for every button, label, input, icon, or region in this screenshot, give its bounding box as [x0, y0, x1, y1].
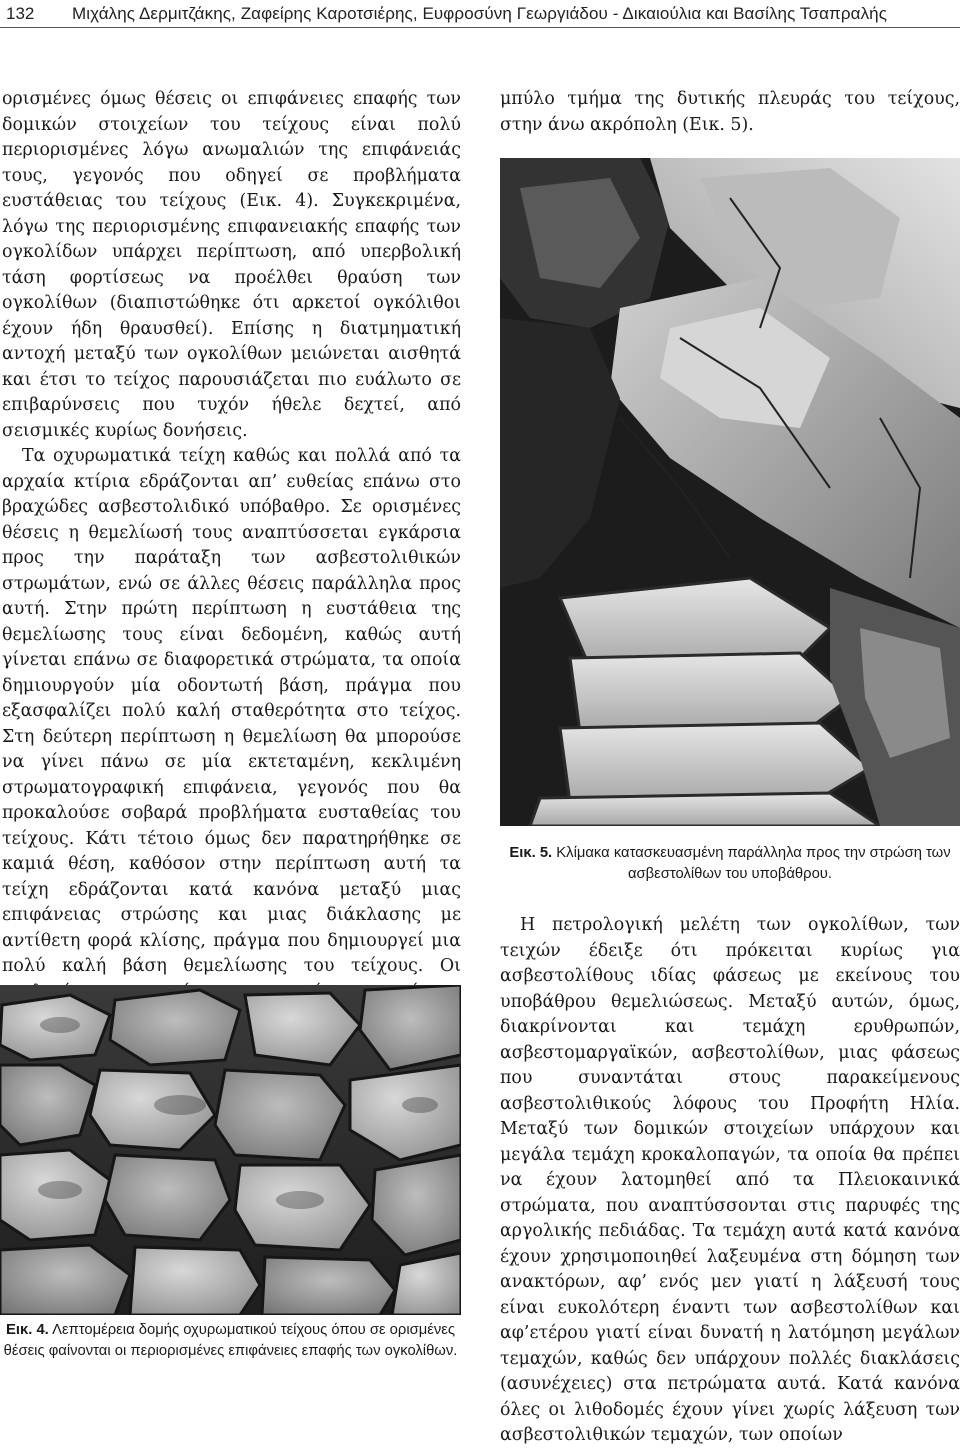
figure-5-photo: [500, 158, 960, 826]
header-authors: Μιχάλης Δερμιτζάκης, Ζαφείρης Καροτσιέρης, Ευφροσύνη Γεωργιάδου - Δικαιούλια και Βασίλης Τσαπραλής: [72, 4, 888, 23]
figure-4-caption: [0, 1320, 461, 1362]
rock-stairway-image: [500, 158, 960, 826]
figure-5-caption-text: Κλίμακα κατασκευασμένη παράλληλα προς την στρώση των ασβεστολίθων του υποβάθρου.: [556, 845, 951, 882]
right-column-top: [500, 87, 960, 138]
right-column-bottom: [500, 913, 960, 1449]
paragraph: Η πετρολογική μελέτη των ογκολίθων, των τειχών έδειξε ότι πρόκειται κυρίως για ασβεστολίθους ιδίας φάσεως με εκείνους του υποβάθρου θεμελιώσεως. Μεταξύ αυτών, όμως, διακρίνονται και τεμάχη ερυθρωπών, ασβεστομαργαϊκών, ασβεστολίθων, μιας φάσεως που συναντάται στους παρακείμενους ασβεστολιθικούς λόφους του Προφήτη Ηλία. Μεταξύ των δομικών στοιχείων υπάρχουν και μεγάλα τεμάχη κροκαλοπαγών, τα οποία θα πρέπει να έχουν λατομηθεί από τα Πλειοκαινικά στρώματα, που αναπτύσσονται στις παρυφές της αργολικής πεδιάδας. Τα τεμάχη αυτά κατά κανόνα έχουν χρησιμοποιηθεί λαξευμένα στη δόμηση των ανακτόρων, αφ’ ενός μεν γιατί η λάξευσή τους είναι ευκολότερη έναντι των ασβεστολίθων και αφ’ετέρου γιατί είναι δυνατή η λατόμηση μεγάλων τεμαχών, καθώς δεν υπάρχουν πολλές διακλάσεις (ασυνέχειες) στα πετρώματα αυτά. Κατά κανόνα όλες οι λιθοδομές έχουν γίνει χωρίς λάξευση των ασβεστολιθικών τεμαχών, των οποίων: [500, 915, 960, 1445]
stone-wall-image: [0, 985, 461, 1315]
figure-4-label: Εικ. 4.: [6, 1322, 49, 1338]
header-rule: [0, 27, 960, 28]
paragraph: μπύλο τμήμα της δυτικής πλευράς του τείχους, στην άνω ακρόπολη (Εικ. 5).: [500, 89, 960, 135]
running-header: [0, 0, 960, 30]
paragraph: Τα οχυρωματικά τείχη καθώς και πολλά από τα αρχαία κτίρια εδράζονται απ’ ευθείας επάνω στο βραχώδες ασβεστολιδικό υπόβαθρο. Σε ορισμένες θέσεις η θεμελίωσή τους αναπτύσσεται εγκάρσια προς την παράταξη των ασβεστολιθικών στρωμάτων, ενώ σε άλλες θέσεις παράλληλα προς αυτή. Στην πρώτη περίπτωση η ευστάθεια της θεμελίωσης τους είναι δεδομένη, καθώς αυτή γίνεται επάνω σε διαφορετικά στρώματα, τα οποία δημιουργούν μία οδοντωτή βάση, πράγμα που εξασφαλίζει πολύ καλή σταθερότητα στο τείχος. Στη δεύτερη περίπτωση η θεμελίωση θα μπορούσε να γίνει πάνω σε μία εκτεταμένη, κεκλιμένη στρωματογραφική επιφάνεια, γεγονός που θα προκαλούσε σοβαρά προβλήματα ευσταθείας του τείχους. Κάτι τέτοιο όμως δεν παρατηρήθηκε σε καμιά θέση, καθόσον στην περίπτωση αυτή τα τείχη εδράζονται κατά κανόνα μεταξύ μιας επιφάνειας στρώσης και μιας διάκλασης με αντίθετη φορά κλίσης, πράγμα που δημιουργεί μια πολύ καλή βάση θεμελίωσης του τείχους. Οι: [2, 446, 461, 976]
figure-4-photo: [0, 985, 461, 1315]
left-column: [2, 87, 461, 1082]
figure-5-label: Εικ. 5.: [509, 845, 553, 861]
figure-5-caption: [500, 843, 960, 885]
figure-4-caption-text: Λεπτομέρεια δομής οχυρωματικού τείχους όπου σε ορισμένες θέσεις φαίνονται οι περιορισμένες επιφάνειες επαφής των ογκολίθων.: [3, 1322, 458, 1359]
paragraph: ορισμένες όμως θέσεις οι επιφάνειες επαφής των δομικών στοιχείων του τείχους είναι πολύ περιορισμένες λόγω ανωμαλιών της επιφάνειάς τους, γεγονός που οδηγεί σε προβλήματα ευστάθειας του τείχους (Εικ. 4). Συγκεκριμένα, λόγω της περιορισμένης επιφανειακής επαφής των ογκολίδων υπάρχει περίπτωση, από υπερβολική τάση φορτίσεως να προέλθει θραύση των ογκολίθων (διαπιστώθηκε ότι αρκετοί ογκόλιθοι έχουν ήδη θραυσθεί). Επίσης η διατμηματική αντοχή μεταξύ των ογκολίθων μειώνεται αισθητά και έτσι το τείχος παρουσιάζεται πιο ευάλωτο σε επιβαρύνσεις που τυχόν ήθελε δεχτεί, από σεισμικές κυρίως δονήσεις.: [2, 89, 461, 441]
page-number: 132: [6, 4, 35, 23]
